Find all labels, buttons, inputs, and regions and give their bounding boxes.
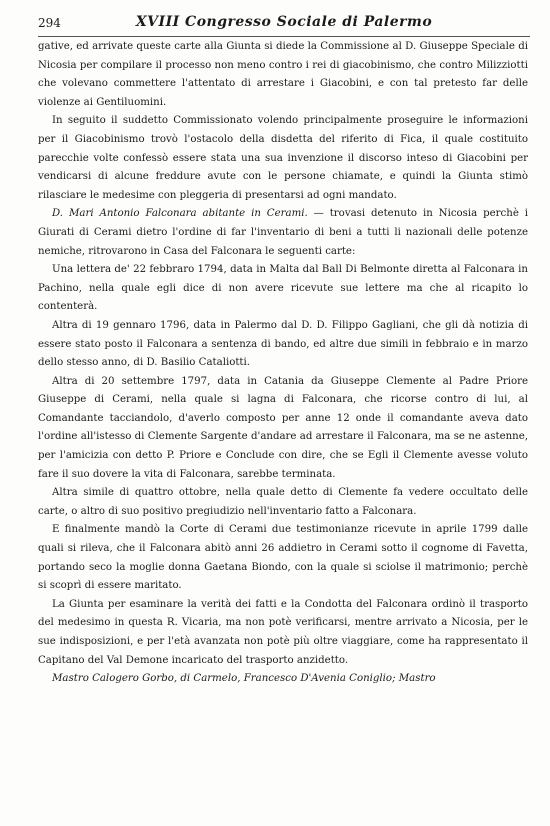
paragraph xyxy=(38,670,528,689)
paragraph: La Giunta per esaminare la verità dei fatti e la Condotta del Falconara ordinò il trasporto del medesimo in questa R. Vicaria, ma non potè verificarsi, mentre arrivato a Nicosia, per le sue indisposizioni, e per l'età avanzata non potè più oltre viaggiare, come ha rappresentato il Capitano del Val Demone incaricato del trasporto anzidetto. xyxy=(38,598,528,666)
paragraph: Altra di 20 settembre 1797, data in Catania da Giuseppe Clemente al Padre Priore Giuseppe di Cerami, nella quale si lagna di Falconara, che ricorse contro di lui, al Comandante tacciandolo, d'averlo composto per anne 12 onde il comandante aveva dato l'ordine all'istesso di Clemente Sargente d'andare ad arrestare il Falconara, ma se ne astenne, per l'amicizia con detto P. Priore e Conclude con dire, che se Egli il Clemente avesse voluto fare il suo dovere la vita di Falconara, sarebbe terminata. xyxy=(38,375,528,480)
running-header xyxy=(38,14,530,36)
header-title: XVIII Congresso Sociale di Palermo xyxy=(135,14,433,30)
page-number: 294 xyxy=(38,16,61,30)
body-text xyxy=(38,38,528,689)
paragraph: Altra di 19 gennaro 1796, data in Palermo dal D. D. Filippo Gagliani, che gli dà notizia di essere stato posto il Falconara a sentenza di bando, ed altre due simili in febbraio e in marzo dello stesso anno, di D. Basilio Cataliotti. xyxy=(38,319,528,369)
person-heading: Mastro Calogero Gorbo, di Carmelo, Francesco D'Avenia Coniglio; Mastro xyxy=(52,673,436,685)
paragraph: D. Mari Antonio Falconara abitante in Cerami. — trovasi detenuto in Nicosia perchè i Giurati di Cerami dietro l'ordine di far l'inventario di beni a tutti li nazionali delle potenze nemiche, ritrovarono in Casa del Falconara le seguenti carte: xyxy=(38,208,529,257)
paragraph: E finalmente mandò la Corte di Cerami due testimonianze ricevute in aprile 1799 dalle quali si rileva, che il Falconara abitò anni 26 addietro in Cerami sotto il cognome di Favetta, portando seco la moglie donna Gaetana Biondo, con la quale si sciolse il matrimonio; perchè si scoprì di essere maritato. xyxy=(38,524,528,592)
paragraph: Altra simile di quattro ottobre, nella quale detto di Clemente fa vedere occultato delle carte, o altro di suo positivo pregiudizio nell'inventario fatto a Falconara. xyxy=(38,487,528,517)
paragraph: In seguito il suddetto Commissionato volendo principalmente proseguire le informazioni per il Giacobinismo trovò l'ostacolo della disdetta del riferito di Fica, il quale costituito parecchie volte confessò essere stata una sua invenzione il discorso inteso di Giacobini per vendicarsi di alcune freddure avute con le persone chiamate, e quindi la Giunta stimò rilasciare le medesime con pleggeria di presentarsi ad ogni mandato. xyxy=(38,115,528,201)
person-heading: D. Mari Antonio Falconara abitante in Cerami. xyxy=(52,208,308,220)
header-rule xyxy=(38,36,530,37)
paragraph: Una lettera de' 22 febbraro 1794, data in Malta dal Ball Di Belmonte diretta al Falconara in Pachino, nella quale egli dice di non avere ricevute sue lettere ma che al ricapito lo contenterà. xyxy=(38,264,528,313)
paragraph: gative, ed arrivate queste carte alla Giunta si diede la Commissione al D. Giuseppe Speciale di Nicosia per compilare il processo non meno contro i rei di giacobinismo, che contro Milizziotti che volevano commettere l'attentato di arrestare i Giacobini, e con tal pretesto far delle violenze ai Gentiluomini. xyxy=(38,41,528,108)
